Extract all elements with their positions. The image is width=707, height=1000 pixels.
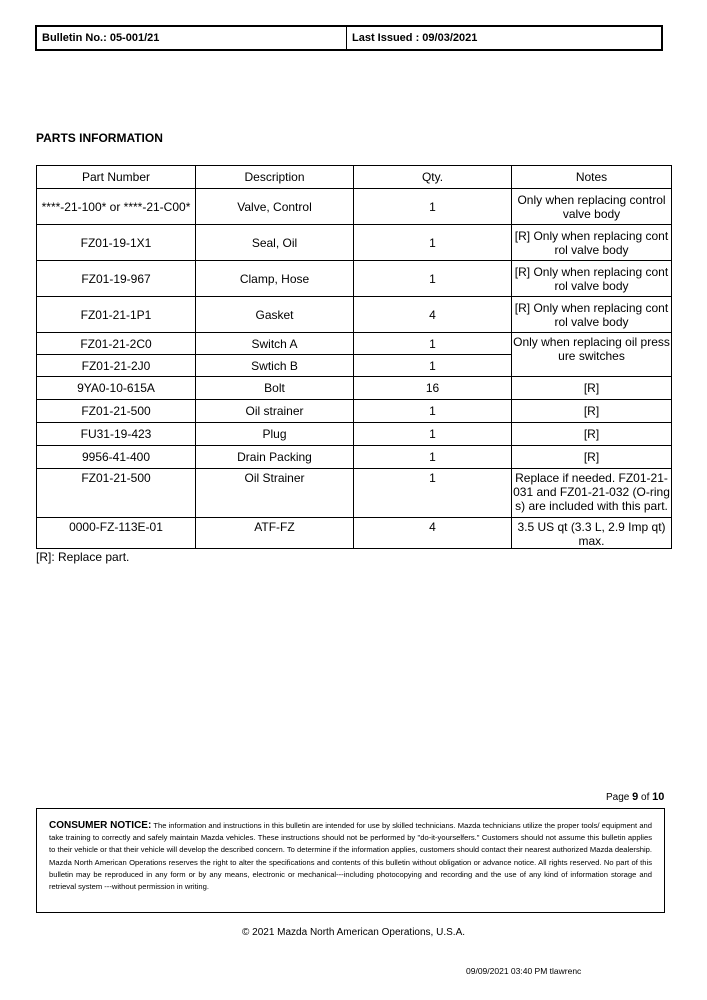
notes-cell: [R] (512, 446, 672, 469)
section-title: PARTS INFORMATION (36, 131, 163, 145)
description-cell: Drain Packing (196, 446, 354, 469)
parts-table (36, 165, 672, 549)
table-row (37, 400, 672, 423)
qty-cell: 1 (354, 189, 512, 225)
print-timestamp: 09/09/2021 03:40 PM tlawrenc (466, 966, 582, 976)
qty-cell: 1 (354, 400, 512, 423)
table-row (37, 333, 672, 355)
description-cell: Valve, Control (196, 189, 354, 225)
notes-cell: Replace if needed. FZ01-21-031 and FZ01-21-032 (O-rings) are included with this part. (512, 469, 672, 518)
consumer-notice (36, 808, 665, 913)
part-number-cell: FZ01-19-1X1 (37, 225, 196, 261)
part-number-cell: FU31-19-423 (37, 423, 196, 446)
part-number-cell: FZ01-21-500 (37, 400, 196, 423)
part-number-cell: 9YA0-10-615A (37, 377, 196, 400)
table-row (37, 377, 672, 400)
table-row (37, 446, 672, 469)
qty-cell: 1 (354, 225, 512, 261)
qty-cell: 4 (354, 518, 512, 549)
column-header-qty: Qty. (354, 166, 512, 189)
table-row (37, 469, 672, 518)
notes-cell: [R] (512, 400, 672, 423)
notes-cell: 3.5 US qt (3.3 L, 2.9 Imp qt) max. (512, 518, 672, 549)
description-cell: Oil Strainer (196, 469, 354, 518)
notes-cell: [R] (512, 377, 672, 400)
consumer-notice-label: CONSUMER NOTICE: (49, 820, 152, 831)
page-label: Page (606, 792, 630, 803)
description-cell: Bolt (196, 377, 354, 400)
description-cell: Clamp, Hose (196, 261, 354, 297)
bulletin-header (35, 25, 663, 51)
qty-cell: 1 (354, 423, 512, 446)
column-header-part-number: Part Number (37, 166, 196, 189)
description-cell: Gasket (196, 297, 354, 333)
table-row (37, 189, 672, 225)
part-number-cell: ****-21-100* or ****-21-C00* (37, 189, 196, 225)
page-number (606, 791, 664, 803)
table-row (37, 297, 672, 333)
part-number-cell: FZ01-21-1P1 (37, 297, 196, 333)
footnote: [R]: Replace part. (36, 550, 130, 564)
notes-cell: Only when replacing oil pressure switches (512, 333, 672, 377)
last-issued-date: Last Issued : 09/03/2021 (352, 32, 478, 44)
column-header-description: Description (196, 166, 354, 189)
page-of: of (641, 792, 650, 803)
qty-cell: 1 (354, 469, 512, 518)
table-row (37, 225, 672, 261)
part-number-cell: 0000-FZ-113E-01 (37, 518, 196, 549)
description-cell: Seal, Oil (196, 225, 354, 261)
qty-cell: 4 (354, 297, 512, 333)
notes-cell: [R] (512, 423, 672, 446)
part-number-cell: FZ01-21-500 (37, 469, 196, 518)
copyright: © 2021 Mazda North American Operations, U.S.A. (241, 927, 466, 938)
consumer-notice-text: The information and instructions in this bulletin are intended for use by skilled technicians. Mazda technicians utilize the proper tools/ equipment and take training to correctly and safely maintain Mazda vehicles. These instructions should not be performed by "do-it-yourselfers." Customers should not assume this bulletin applies to their vehicle or that their vehicle will develop the described concern. To determine if the information applies, customers should contact their nearest authorized Mazda dealership. Mazda North American Operations reserves the right to alter the specifications and contents of this bulletin without obligation or advance notice. All rights reserved. No part of this bulletin may be reproduced in any form or by any means, electronic or mechanical---including photocopying and recording and the use of any kind of information storage and retrieval system ---without permission in writing. (49, 821, 652, 892)
description-cell: Switch A (196, 333, 354, 355)
bulletin-number: Bulletin No.: 05-001/21 (37, 27, 347, 49)
description-cell: Oil strainer (196, 400, 354, 423)
qty-cell: 1 (354, 333, 512, 355)
description-cell: Plug (196, 423, 354, 446)
part-number-cell: 9956-41-400 (37, 446, 196, 469)
notes-cell: [R] Only when replacing control valve body (512, 261, 672, 297)
qty-cell: 1 (354, 261, 512, 297)
table-row (37, 518, 672, 549)
table-row (37, 423, 672, 446)
part-number-cell: FZ01-21-2J0 (37, 355, 196, 377)
notes-cell: [R] Only when replacing control valve body (512, 297, 672, 333)
description-cell: ATF-FZ (196, 518, 354, 549)
page-total: 10 (652, 791, 665, 803)
part-number-cell: FZ01-19-967 (37, 261, 196, 297)
description-cell: Swtich B (196, 355, 354, 377)
page-current: 9 (632, 791, 639, 803)
qty-cell: 16 (354, 377, 512, 400)
table-header-row (37, 166, 672, 189)
table-row (37, 261, 672, 297)
qty-cell: 1 (354, 355, 512, 377)
part-number-cell: FZ01-21-2C0 (37, 333, 196, 355)
notes-cell: [R] Only when replacing control valve body (512, 225, 672, 261)
qty-cell: 1 (354, 446, 512, 469)
column-header-notes: Notes (512, 166, 672, 189)
notes-cell: Only when replacing control valve body (512, 189, 672, 225)
